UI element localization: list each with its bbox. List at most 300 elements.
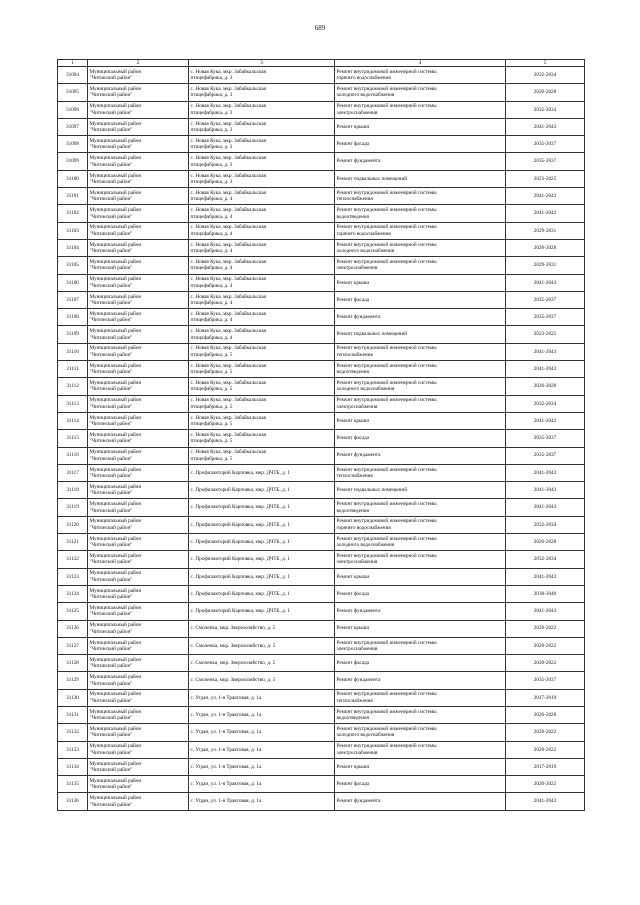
table-row xyxy=(58,274,585,291)
period-cell: 2020-2022 xyxy=(506,620,585,637)
address-cell xyxy=(189,534,335,551)
period-cell: 2032-2034 xyxy=(506,516,585,533)
addr-line: птицефабрика, д. 5 xyxy=(190,369,233,376)
address-cell xyxy=(189,343,335,360)
municipality-cell xyxy=(88,603,189,620)
work-type-cell xyxy=(335,655,506,672)
address-cell xyxy=(189,706,335,723)
work-type-cell xyxy=(335,620,506,637)
table-row xyxy=(58,309,585,326)
addr-line: с. Новая Кука, мкр. Забайкальская xyxy=(190,414,266,421)
addr-line: птицефабрика, д. 3 xyxy=(190,75,233,82)
column-number: 2 xyxy=(88,60,189,67)
addr-line: с. Новая Кука, мкр. Забайкальская xyxy=(190,449,266,456)
area-line: "Читинский район" xyxy=(89,645,133,652)
area-line: Муниципальный район xyxy=(89,380,142,387)
period-cell: 2041-2043 xyxy=(506,343,585,360)
area-line: Муниципальный район xyxy=(89,362,142,369)
work-line: Ремонт внутридомовой инженерной системы xyxy=(336,345,437,352)
municipality-cell xyxy=(88,378,189,395)
area-line: "Читинский район" xyxy=(89,265,133,272)
work-line: Ремонт внутридомовой инженерной системы xyxy=(336,207,437,214)
addr-line: с. Новая Кука, мкр. Забайкальская xyxy=(190,293,266,300)
municipality-cell xyxy=(88,741,189,758)
addr-line: с. Новая Кука, мкр. Забайкальская xyxy=(190,362,266,369)
period-cell: 2035-2037 xyxy=(506,430,585,447)
area-line: Муниципальный район xyxy=(89,449,142,456)
row-number: 31101 xyxy=(58,188,88,205)
table-row xyxy=(58,430,585,447)
row-number: 31130 xyxy=(58,689,88,706)
row-number: 31098 xyxy=(58,136,88,153)
table-row xyxy=(58,257,585,274)
row-number: 31126 xyxy=(58,620,88,637)
work-type-cell xyxy=(335,724,506,741)
area-line: Муниципальный район xyxy=(89,743,142,750)
work-line: Ремонт крыши xyxy=(336,625,370,632)
work-line: Ремонт крыши xyxy=(336,279,370,286)
area-line: Муниципальный район xyxy=(89,328,142,335)
work-line: электроснабжения xyxy=(336,109,378,116)
work-line: Ремонт внутридомовой инженерной системы xyxy=(336,362,437,369)
work-line: Ремонт фундамента xyxy=(336,314,381,321)
row-number: 31099 xyxy=(58,153,88,170)
period-cell: 2026-2028 xyxy=(506,84,585,101)
addr-line: с. Смоленка, мкр. Зверохозяйство, д. 5 xyxy=(190,660,276,667)
work-line: электроснабжения xyxy=(336,645,378,652)
row-number: 31120 xyxy=(58,516,88,533)
addr-line: с. Угдан, ул. 1-я Трактовая, д. 1а xyxy=(190,694,262,701)
area-line: "Читинский район" xyxy=(89,455,133,462)
address-cell xyxy=(189,499,335,516)
address-cell xyxy=(189,724,335,741)
work-line: Ремонт крыши xyxy=(336,417,370,424)
table-row xyxy=(58,412,585,429)
work-type-cell xyxy=(335,395,506,412)
work-line: электроснабжения xyxy=(336,749,378,756)
addr-line: с. Новая Кука, мкр. Забайкальская xyxy=(190,172,266,179)
table-row xyxy=(58,205,585,222)
addr-line: с. Новая Кука, мкр. Забайкальская xyxy=(190,120,266,127)
area-line: Муниципальный район xyxy=(89,639,142,646)
period-cell: 2041-2043 xyxy=(506,361,585,378)
table-row xyxy=(58,706,585,723)
work-type-cell xyxy=(335,447,506,464)
work-line: Ремонт внутридомовой инженерной системы xyxy=(336,189,437,196)
row-number: 31110 xyxy=(58,343,88,360)
table-row xyxy=(58,551,585,568)
period-cell: 2017-2019 xyxy=(506,758,585,775)
row-number: 31106 xyxy=(58,274,88,291)
work-line: Ремонт фасада xyxy=(336,660,370,667)
area-line: "Читинский район" xyxy=(89,680,133,687)
area-line: "Читинский район" xyxy=(89,697,133,704)
area-line: Муниципальный район xyxy=(89,189,142,196)
address-cell xyxy=(189,361,335,378)
address-cell xyxy=(189,568,335,585)
work-line: теплоснабжения xyxy=(336,351,373,358)
area-line: Муниципальный район xyxy=(89,691,142,698)
area-line: "Читинский район" xyxy=(89,559,133,566)
address-cell xyxy=(189,67,335,84)
area-line: "Читинский район" xyxy=(89,542,133,549)
address-cell xyxy=(189,776,335,793)
area-line: Муниципальный район xyxy=(89,570,142,577)
address-cell xyxy=(189,205,335,222)
area-line: Муниципальный район xyxy=(89,414,142,421)
address-cell xyxy=(189,291,335,308)
table-row xyxy=(58,499,585,516)
table-row xyxy=(58,118,585,135)
work-type-cell xyxy=(335,516,506,533)
address-cell xyxy=(189,136,335,153)
municipality-cell xyxy=(88,447,189,464)
table-row xyxy=(58,482,585,499)
period-cell: 2020-2022 xyxy=(506,741,585,758)
table-row xyxy=(58,655,585,672)
table-row xyxy=(58,516,585,533)
addr-line: птицефабрика, д. 4 xyxy=(190,317,233,324)
area-line: Муниципальный район xyxy=(89,760,142,767)
work-type-cell xyxy=(335,793,506,810)
addr-line: с. Новая Кука, мкр. Забайкальская xyxy=(190,328,266,335)
address-cell xyxy=(189,153,335,170)
period-cell: 2032-2034 xyxy=(506,551,585,568)
area-line: "Читинский район" xyxy=(89,490,133,497)
addr-line: птицефабрика, д. 5 xyxy=(190,351,233,358)
area-line: Муниципальный район xyxy=(89,224,142,231)
area-line: "Читинский район" xyxy=(89,749,133,756)
addr-line: птицефабрика, д. 5 xyxy=(190,455,233,462)
row-number: 31129 xyxy=(58,672,88,689)
area-line: "Читинский район" xyxy=(89,472,133,479)
work-line: Ремонт фасада xyxy=(336,590,370,597)
addr-line: с. Новая Кука, мкр. Забайкальская xyxy=(190,345,266,352)
area-line: "Читинский район" xyxy=(89,403,133,410)
work-line: Ремонт внутридомовой инженерной системы xyxy=(336,224,437,231)
work-type-cell xyxy=(335,343,506,360)
work-type-cell xyxy=(335,326,506,343)
area-line: "Читинский район" xyxy=(89,576,133,583)
municipality-cell xyxy=(88,361,189,378)
area-line: Муниципальный район xyxy=(89,535,142,542)
municipality-cell xyxy=(88,395,189,412)
work-line: электроснабжения xyxy=(336,559,378,566)
addr-line: птицефабрика, д. 4 xyxy=(190,334,233,341)
area-line: "Читинский район" xyxy=(89,421,133,428)
municipality-cell xyxy=(88,309,189,326)
area-line: Муниципальный район xyxy=(89,86,142,93)
municipality-cell xyxy=(88,274,189,291)
work-line: горячего водоснабжения xyxy=(336,75,391,82)
row-number: 31127 xyxy=(58,637,88,654)
municipality-cell xyxy=(88,84,189,101)
municipality-cell xyxy=(88,672,189,689)
addr-line: птицефабрика, д. 3 xyxy=(190,161,233,168)
work-type-cell xyxy=(335,672,506,689)
addr-line: с. Новая Кука, мкр. Забайкальская xyxy=(190,380,266,387)
area-line: "Читинский район" xyxy=(89,438,133,445)
row-number: 31132 xyxy=(58,724,88,741)
table-row xyxy=(58,343,585,360)
column-number: 5 xyxy=(506,60,585,67)
address-cell xyxy=(189,620,335,637)
work-type-cell xyxy=(335,257,506,274)
period-cell: 2041-2043 xyxy=(506,188,585,205)
addr-line: с. Профилакторий Карповка, мкр. ДЧТБ, д. 1 xyxy=(190,573,290,580)
area-line: "Читинский район" xyxy=(89,317,133,324)
address-cell xyxy=(189,222,335,239)
work-line: электроснабжения xyxy=(336,265,378,272)
work-line: Ремонт внутридомовой инженерной системы xyxy=(336,86,437,93)
area-line: Муниципальный район xyxy=(89,587,142,594)
column-number-row xyxy=(58,60,585,67)
addr-line: птицефабрика, д. 3 xyxy=(190,92,233,99)
addr-line: с. Профилакторий Карповка, мкр. ДЧТБ, д. 1 xyxy=(190,504,290,511)
row-number: 31118 xyxy=(58,482,88,499)
work-type-cell xyxy=(335,776,506,793)
addr-line: птицефабрика, д. 5 xyxy=(190,403,233,410)
row-number: 31112 xyxy=(58,378,88,395)
addr-line: с. Профилакторий Карповка, мкр. ДЧТБ, д. 1 xyxy=(190,487,290,494)
municipality-cell xyxy=(88,585,189,602)
area-line: "Читинский район" xyxy=(89,663,133,670)
area-line: Муниципальный район xyxy=(89,604,142,611)
municipality-cell xyxy=(88,343,189,360)
table-row xyxy=(58,170,585,187)
work-type-cell xyxy=(335,603,506,620)
row-number: 31116 xyxy=(58,447,88,464)
addr-line: птицефабрика, д. 4 xyxy=(190,213,233,220)
table-row xyxy=(58,361,585,378)
addr-line: с. Угдан, ул. 1-я Трактовая, д. 1а xyxy=(190,798,262,805)
work-line: Ремонт внутридомовой инженерной системы xyxy=(336,691,437,698)
area-line: "Читинский район" xyxy=(89,767,133,774)
table-row xyxy=(58,637,585,654)
addr-line: с. Профилакторий Карповка, мкр. ДЧТБ, д. 1 xyxy=(190,469,290,476)
period-cell: 2035-2037 xyxy=(506,309,585,326)
area-line: "Читинский район" xyxy=(89,628,133,635)
area-line: Муниципальный район xyxy=(89,103,142,110)
table-row xyxy=(58,67,585,84)
period-cell: 2026-2028 xyxy=(506,534,585,551)
address-cell xyxy=(189,274,335,291)
period-cell: 2026-2028 xyxy=(506,378,585,395)
row-number: 31135 xyxy=(58,776,88,793)
work-type-cell xyxy=(335,101,506,118)
area-line: "Читинский район" xyxy=(89,144,133,151)
address-cell xyxy=(189,689,335,706)
address-cell xyxy=(189,84,335,101)
municipality-cell xyxy=(88,516,189,533)
address-cell xyxy=(189,430,335,447)
addr-line: с. Новая Кука, мкр. Забайкальская xyxy=(190,68,266,75)
row-number: 31114 xyxy=(58,412,88,429)
work-line: Ремонт внутридомовой инженерной системы xyxy=(336,466,437,473)
row-number: 31123 xyxy=(58,568,88,585)
addr-line: с. Новая Кука, мкр. Забайкальская xyxy=(190,431,266,438)
table-row xyxy=(58,291,585,308)
area-line: "Читинский район" xyxy=(89,213,133,220)
municipality-cell xyxy=(88,188,189,205)
municipality-cell xyxy=(88,655,189,672)
addr-line: птицефабрика, д. 3 xyxy=(190,127,233,134)
municipality-cell xyxy=(88,136,189,153)
work-line: водоотведения xyxy=(336,507,369,514)
address-cell xyxy=(189,464,335,481)
work-line: Ремонт подвальных помещений xyxy=(336,175,408,182)
work-line: Ремонт фундамента xyxy=(336,677,381,684)
table-row xyxy=(58,188,585,205)
address-cell xyxy=(189,309,335,326)
work-line: Ремонт крыши xyxy=(336,123,370,130)
row-number: 31122 xyxy=(58,551,88,568)
table-row xyxy=(58,672,585,689)
area-line: Муниципальный район xyxy=(89,518,142,525)
addr-line: с. Новая Кука, мкр. Забайкальская xyxy=(190,155,266,162)
addr-line: с. Новая Кука, мкр. Забайкальская xyxy=(190,207,266,214)
table-row xyxy=(58,689,585,706)
municipality-cell xyxy=(88,499,189,516)
work-line: водоотведения xyxy=(336,369,369,376)
area-line: "Читинский район" xyxy=(89,334,133,341)
municipality-cell xyxy=(88,620,189,637)
address-cell xyxy=(189,239,335,256)
row-number: 31117 xyxy=(58,464,88,481)
address-cell xyxy=(189,603,335,620)
municipality-cell xyxy=(88,637,189,654)
municipality-cell xyxy=(88,118,189,135)
table-row xyxy=(58,758,585,775)
work-line: Ремонт крыши xyxy=(336,573,370,580)
table-row xyxy=(58,741,585,758)
area-line: "Читинский район" xyxy=(89,230,133,237)
addr-line: птицефабрика, д. 3 xyxy=(190,178,233,185)
addr-line: птицефабрика, д. 5 xyxy=(190,386,233,393)
work-line: Ремонт фундамента xyxy=(336,158,381,165)
row-number: 31111 xyxy=(58,361,88,378)
period-cell: 2020-2022 xyxy=(506,724,585,741)
period-cell: 2041-2043 xyxy=(506,118,585,135)
addr-line: с. Новая Кука, мкр. Забайкальская xyxy=(190,224,266,231)
area-line: Муниципальный район xyxy=(89,501,142,508)
area-line: "Читинский район" xyxy=(89,178,133,185)
period-cell: 2038-2040 xyxy=(506,585,585,602)
area-line: Муниципальный район xyxy=(89,726,142,733)
work-type-cell xyxy=(335,309,506,326)
row-number: 31136 xyxy=(58,793,88,810)
municipality-cell xyxy=(88,67,189,84)
municipality-cell xyxy=(88,534,189,551)
work-line: холодного водоснабжения xyxy=(336,92,395,99)
area-line: Муниципальный район xyxy=(89,777,142,784)
address-cell xyxy=(189,118,335,135)
work-line: Ремонт внутридомовой инженерной системы xyxy=(336,241,437,248)
work-type-cell xyxy=(335,188,506,205)
work-line: Ремонт внутридомовой инженерной системы xyxy=(336,259,437,265)
address-cell xyxy=(189,447,335,464)
work-type-cell xyxy=(335,706,506,723)
row-number: 31100 xyxy=(58,170,88,187)
addr-line: птицефабрика, д. 4 xyxy=(190,248,233,255)
period-cell: 2041-2043 xyxy=(506,793,585,810)
work-type-cell xyxy=(335,170,506,187)
table-row xyxy=(58,793,585,810)
period-cell: 2029-2031 xyxy=(506,222,585,239)
row-number: 31105 xyxy=(58,257,88,274)
work-type-cell xyxy=(335,118,506,135)
address-cell xyxy=(189,170,335,187)
work-type-cell xyxy=(335,136,506,153)
work-type-cell xyxy=(335,361,506,378)
work-line: холодного водоснабжения xyxy=(336,386,395,393)
area-line: Муниципальный район xyxy=(89,553,142,560)
area-line: Муниципальный район xyxy=(89,466,142,473)
work-type-cell xyxy=(335,758,506,775)
area-line: "Читинский район" xyxy=(89,369,133,376)
area-line: Муниципальный район xyxy=(89,172,142,179)
table-row xyxy=(58,101,585,118)
work-line: теплоснабжения xyxy=(336,697,373,704)
period-cell: 2017-2019 xyxy=(506,689,585,706)
period-cell: 2026-2028 xyxy=(506,239,585,256)
area-line: Муниципальный район xyxy=(89,207,142,214)
area-line: Муниципальный район xyxy=(89,345,142,352)
row-number: 31134 xyxy=(58,758,88,775)
addr-line: с. Угдан, ул. 1-я Трактовая, д. 1а xyxy=(190,781,262,788)
addr-line: с. Смоленка, мкр. Зверохозяйство, д. 5 xyxy=(190,625,276,632)
addr-line: с. Смоленка, мкр. Зверохозяйство, д. 5 xyxy=(190,677,276,684)
work-type-cell xyxy=(335,430,506,447)
area-line: Муниципальный район xyxy=(89,708,142,715)
row-number: 31121 xyxy=(58,534,88,551)
addr-line: птицефабрика, д. 5 xyxy=(190,438,233,445)
addr-line: с. Новая Кука, мкр. Забайкальская xyxy=(190,86,266,93)
addr-line: птицефабрика, д. 4 xyxy=(190,196,233,203)
area-line: "Читинский район" xyxy=(89,715,133,722)
work-line: горячего водоснабжения xyxy=(336,524,391,531)
work-line: Ремонт внутридомовой инженерной системы xyxy=(336,380,437,387)
row-number: 31124 xyxy=(58,585,88,602)
addr-line: птицефабрика, д. 4 xyxy=(190,265,233,272)
row-number: 31095 xyxy=(58,84,88,101)
period-cell: 2035-2037 xyxy=(506,672,585,689)
work-line: Ремонт подвальных помещений xyxy=(336,487,408,494)
work-type-cell xyxy=(335,464,506,481)
work-line: Ремонт внутридомовой инженерной системы xyxy=(336,68,437,75)
address-cell xyxy=(189,672,335,689)
addr-line: птицефабрика, д. 4 xyxy=(190,230,233,237)
work-line: водоотведения xyxy=(336,213,369,220)
table-row xyxy=(58,239,585,256)
work-line: Ремонт фундамента xyxy=(336,452,381,459)
municipality-cell xyxy=(88,758,189,775)
table-row xyxy=(58,326,585,343)
address-cell xyxy=(189,637,335,654)
area-line: Муниципальный район xyxy=(89,622,142,629)
work-line: Ремонт внутридомовой инженерной системы xyxy=(336,708,437,715)
area-line: Муниципальный район xyxy=(89,293,142,300)
municipality-cell xyxy=(88,430,189,447)
column-number: 4 xyxy=(335,60,506,67)
area-line: Муниципальный район xyxy=(89,137,142,144)
row-number: 31096 xyxy=(58,101,88,118)
period-cell: 2032-2034 xyxy=(506,395,585,412)
table-row xyxy=(58,84,585,101)
work-type-cell xyxy=(335,222,506,239)
work-type-cell xyxy=(335,534,506,551)
area-line: "Читинский район" xyxy=(89,196,133,203)
